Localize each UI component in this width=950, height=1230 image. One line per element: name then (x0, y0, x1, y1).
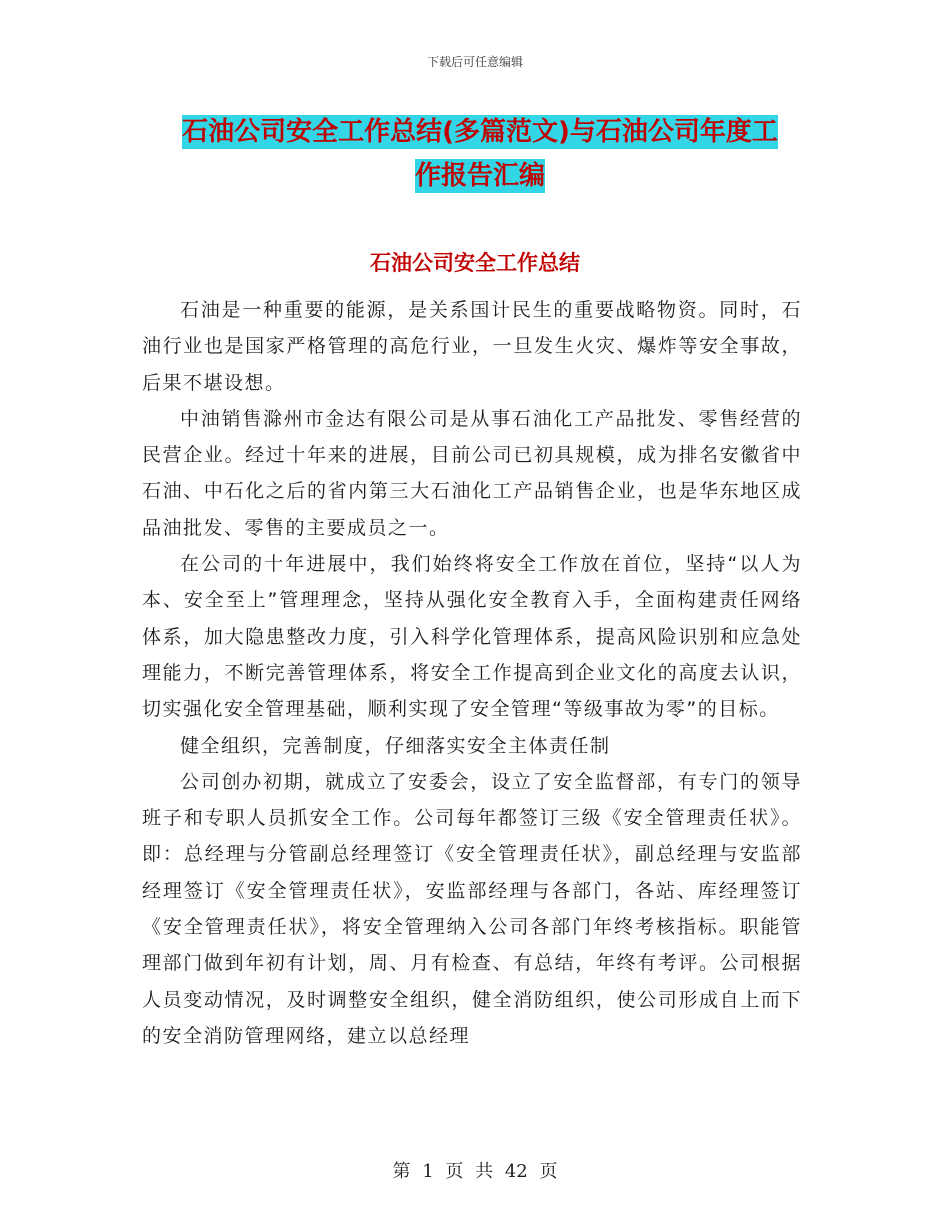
body-text (142, 292, 802, 1054)
paragraph: 石油是一种重要的能源，是关系国计民生的重要战略物资。同时，石油行业也是国家严格管理的高危行业，一旦发生火灾、爆炸等安全事故，后果不堪设想。 (142, 299, 802, 394)
paragraph: 中油销售滁州市金达有限公司是从事石油化工产品批发、零售经营的民营企业。经过十年来的进展，目前公司已初具规模，成为排名安徽省中石油、中石化之后的省内第三大石油化工产品销售企业，也是华东地区成品油批发、零售的主要成员之一。 (142, 407, 802, 539)
title-line-1: 石油公司安全工作总结(多篇范文)与石油公司年度工 (182, 117, 778, 147)
page-footer: 第 1 页 共 42 页 (392, 1161, 558, 1182)
paragraph: 健全组织，完善制度，仔细落实安全主体责任制 (180, 734, 611, 757)
header-note: 下载后可任意编辑 (426, 55, 523, 69)
document-title (150, 110, 810, 198)
title-line-2: 作报告汇编 (414, 161, 545, 191)
paragraph: 在公司的十年进展中，我们始终将安全工作放在首位，坚持“以人为本、安全至上”管理理念，坚持从强化安全教育入手，全面构建责任网络体系，加大隐患整改力度，引入科学化管理体系，提高风险识别和应急处理能力，不断完善管理体系，将安全工作提高到企业文化的高度去认识，切实强化安全管理基础，顺利实现了安全管理“等级事故为零”的目标。 (142, 553, 802, 721)
paragraph: 公司创办初期，就成立了安委会，设立了安全监督部，有专门的领导班子和专职人员抓安全工作。公司每年都签订三级《安全管理责任状》。即：总经理与分管副总经理签订《安全管理责任状》，副总经理与安监部经理签订《安全管理责任状》，安监部经理与各部门，各站、库经理签订《安全管理责任状》，将安全管理纳入公司各部门年终考核指标。职能管理部门做到年初有计划，周、月有检查、有总结，年终有考评。公司根据人员变动情况，及时调整安全组织，健全消防组织，使公司形成自上而下的安全消防管理网络，建立以总经理 (142, 770, 802, 1047)
section-title: 石油公司安全工作总结 (370, 251, 580, 275)
